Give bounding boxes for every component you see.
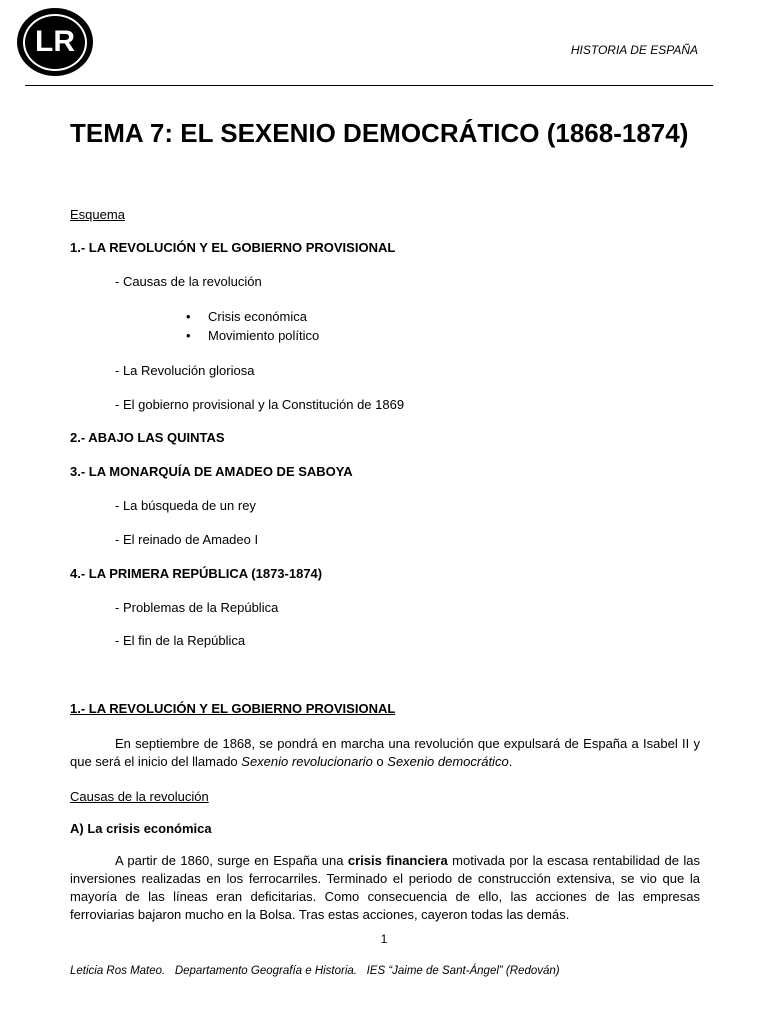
outline-item-problems: - Problemas de la República bbox=[115, 600, 279, 615]
bullet-icon: • bbox=[186, 309, 191, 324]
bullet-icon: • bbox=[186, 328, 191, 343]
header-subject: HISTORIA DE ESPAÑA bbox=[570, 43, 698, 57]
page-number: 1 bbox=[380, 932, 388, 946]
lr-logo-text: LR bbox=[23, 14, 87, 71]
outline-section-4: 4.- LA PRIMERA REPÚBLICA (1873-1874) bbox=[70, 566, 323, 581]
section-1-heading: 1.- LA REVOLUCIÓN Y EL GOBIERNO PROVISIONAL bbox=[70, 701, 396, 716]
outline-heading: Esquema bbox=[70, 207, 125, 222]
outline-item-causes: - Causas de la revolución bbox=[115, 274, 262, 289]
outline-section-1: 1.- LA REVOLUCIÓN Y EL GOBIERNO PROVISIONAL bbox=[70, 240, 396, 255]
outline-bullet-economic: Crisis económica bbox=[208, 309, 307, 324]
outline-item-government: - El gobierno provisional y la Constitución de 1869 bbox=[115, 397, 405, 412]
causes-heading: Causas de la revolución bbox=[70, 789, 209, 804]
lr-logo bbox=[17, 8, 93, 76]
paragraph-economic-crisis: A partir de 1860, surge en España una crisis financiera motivada por la escasa rentabilidad de las inversiones realizadas en los ferrocarriles. Terminado el periodo de construcción extensiva, se vio que la mayoría de las líneas eran deficitarias. Como consecuencia de ello, las acciones de las empresas ferroviarias bajaron mucho en la Bolsa. Tras estas acciones, cayeron todas las demás. bbox=[70, 853, 700, 922]
outline-item-end: - El fin de la República bbox=[115, 633, 246, 648]
outline-section-3: 3.- LA MONARQUÍA DE AMADEO DE SABOYA bbox=[70, 464, 353, 479]
outline-item-glorious: - La Revolución gloriosa bbox=[115, 363, 255, 378]
outline-bullet-political: Movimiento político bbox=[208, 328, 320, 343]
header-divider bbox=[25, 85, 713, 86]
page-footer: Leticia Ros Mateo. Departamento Geografía e Historia. IES “Jaime de Sant-Ángel” (Redován) bbox=[70, 965, 560, 977]
subsection-a-heading: A) La crisis económica bbox=[70, 821, 212, 836]
outline-item-search-king: - La búsqueda de un rey bbox=[115, 498, 256, 513]
outline-item-reign: - El reinado de Amadeo I bbox=[115, 532, 259, 547]
outline-section-2: 2.- ABAJO LAS QUINTAS bbox=[70, 430, 225, 445]
page-title: TEMA 7: EL SEXENIO DEMOCRÁTICO (1868-1874) bbox=[70, 118, 689, 148]
paragraph-intro: En septiembre de 1868, se pondrá en marcha una revolución que expulsará de España a Isabel II y que será el inicio del llamado Sexenio revolucionario o Sexenio democrático. bbox=[70, 736, 700, 769]
